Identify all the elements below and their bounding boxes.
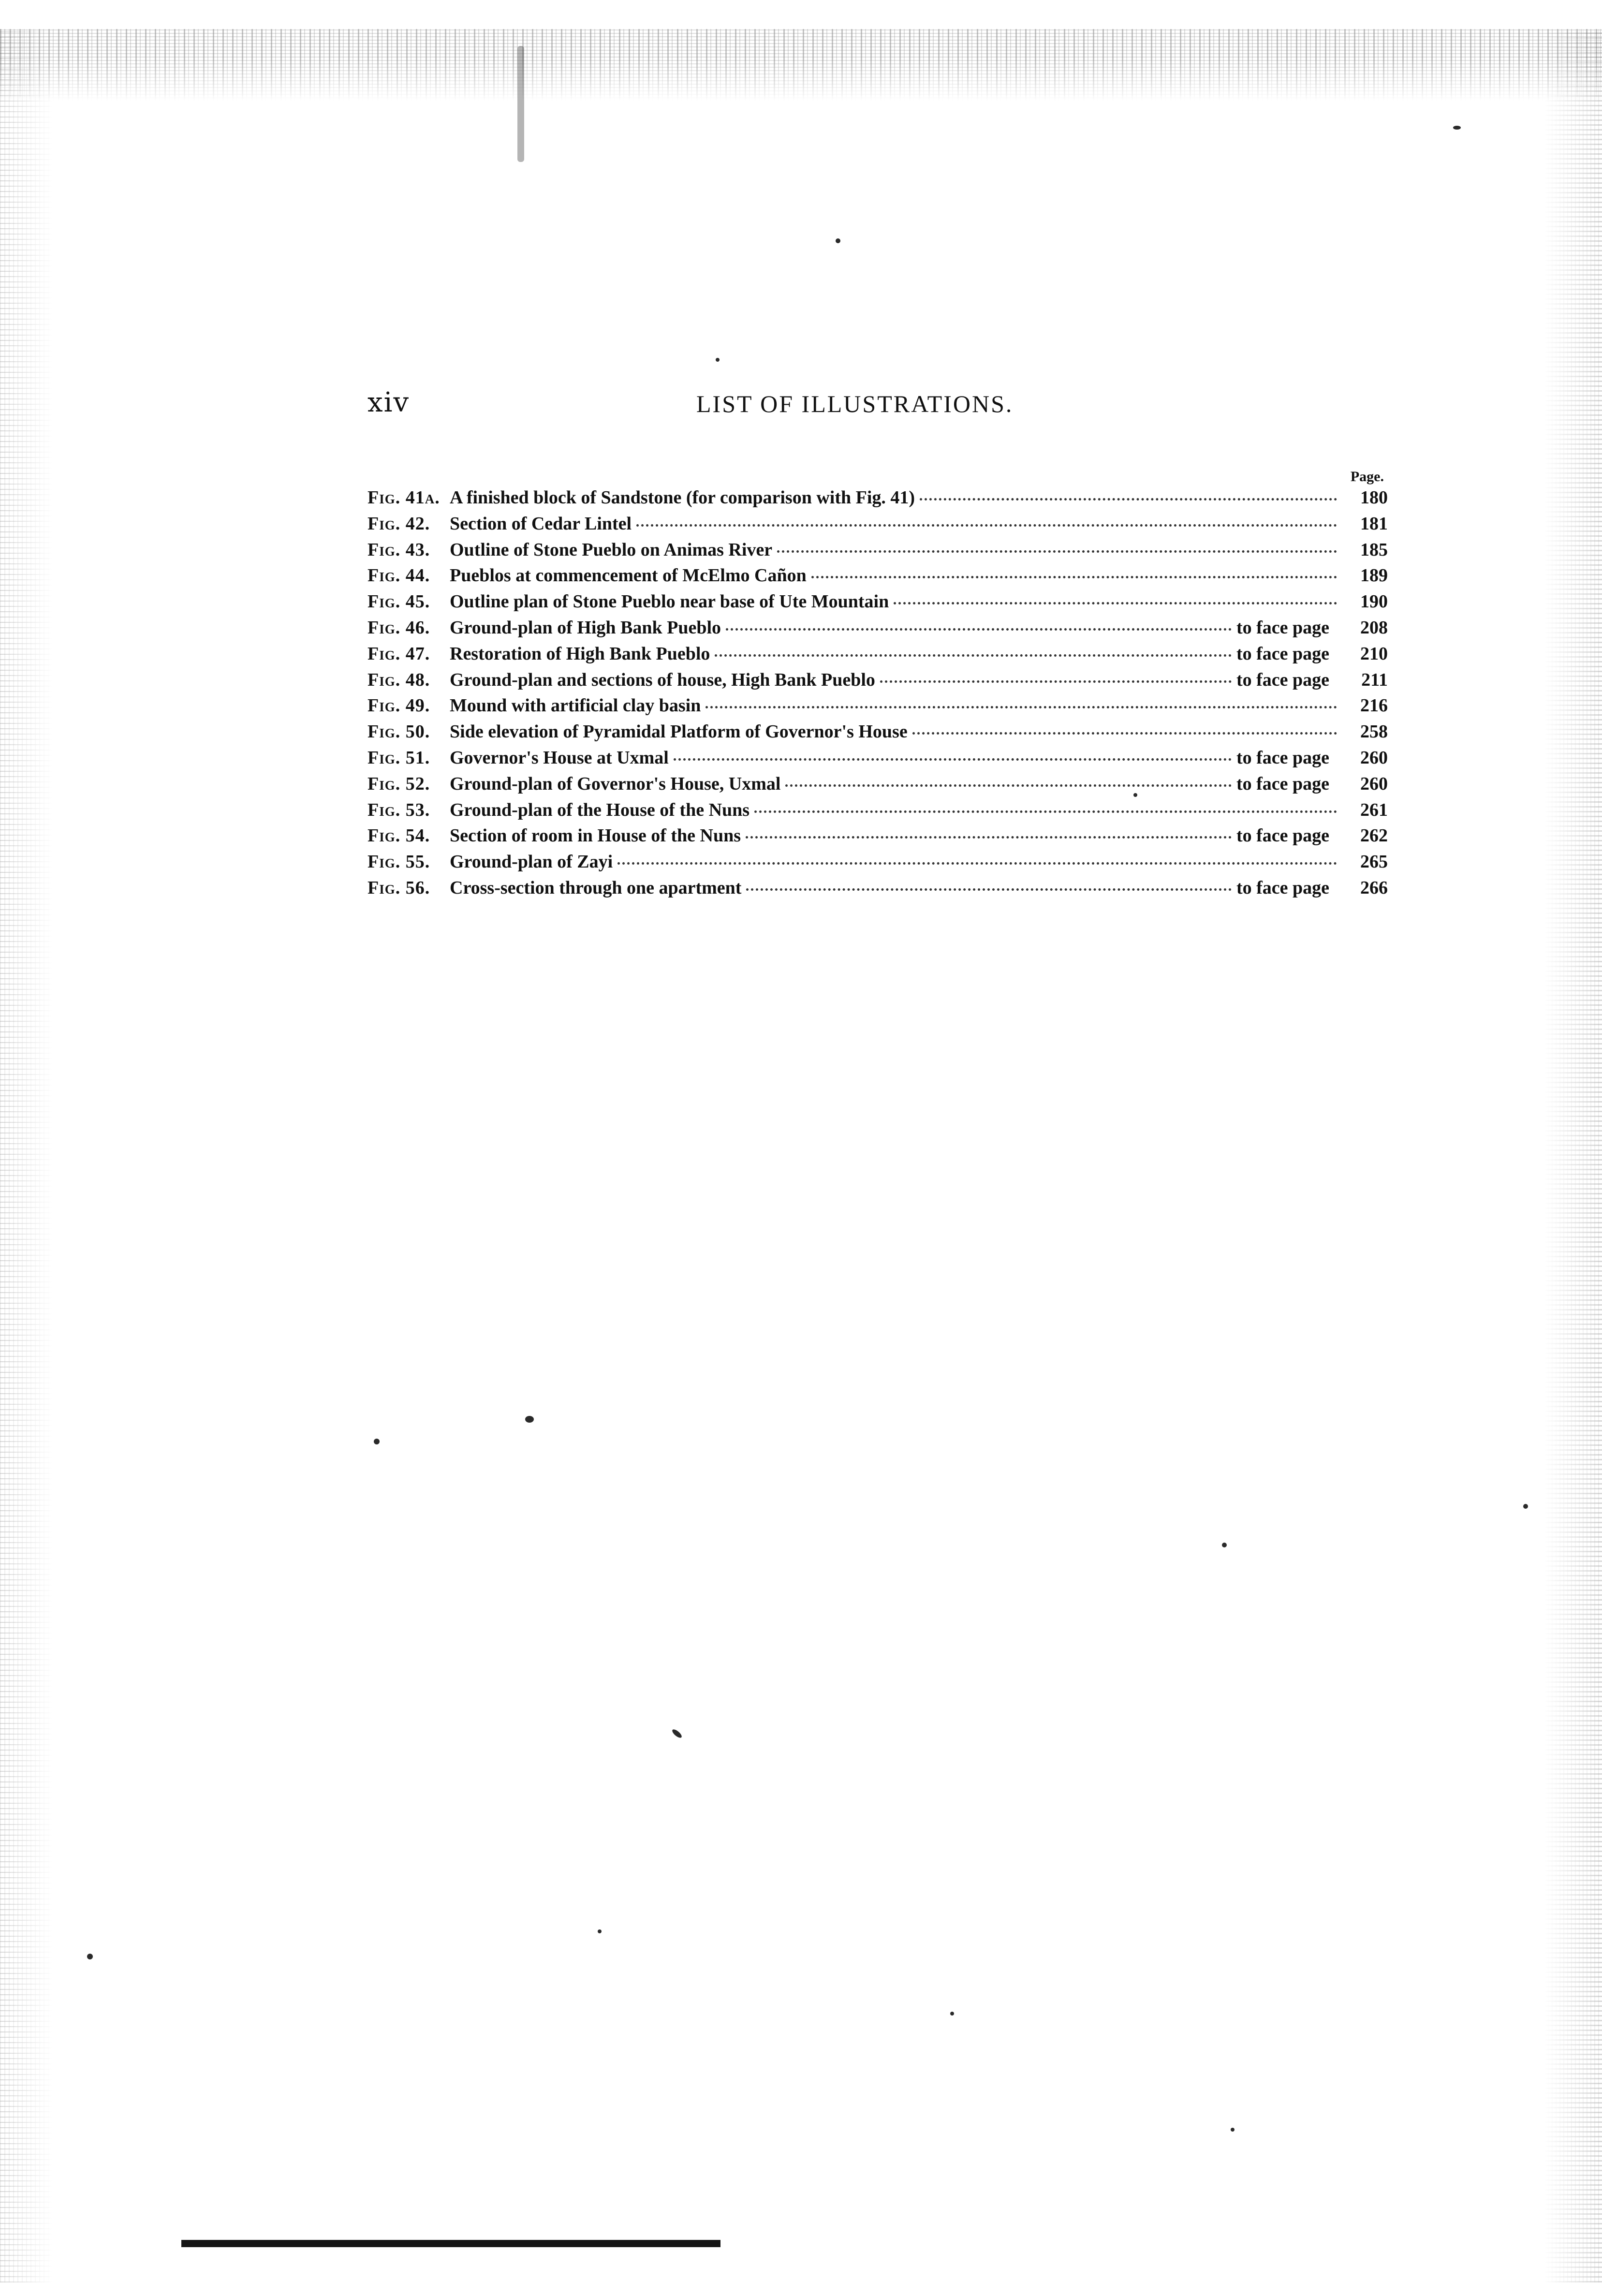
- figure-entry: [367, 695, 1388, 721]
- scan-noise-right: [1544, 29, 1602, 2282]
- figure-label: Fig. 42.: [367, 513, 430, 534]
- figure-entry: [367, 825, 1388, 851]
- figure-label: Fig. 46.: [367, 617, 430, 638]
- figure-title: Ground-plan of Governor's House, Uxmal: [450, 773, 781, 794]
- figure-entry: [367, 617, 1388, 643]
- figure-title: Cross-section through one apartment: [450, 877, 742, 898]
- page-number: 261: [1360, 799, 1388, 820]
- figure-label: Fig. 49.: [367, 695, 430, 716]
- figure-entry: [367, 773, 1388, 799]
- figure-title: Section of Cedar Lintel: [450, 513, 632, 534]
- speck: [517, 46, 524, 162]
- figure-entry: [367, 747, 1388, 773]
- figure-title: Ground-plan of Zayi: [450, 852, 613, 872]
- figure-label: Fig. 47.: [367, 643, 430, 664]
- figure-label: Fig. 43.: [367, 539, 430, 560]
- figure-entry: [367, 513, 1388, 539]
- facing-page-note: to face page: [1236, 877, 1329, 898]
- speck: [716, 358, 720, 362]
- figure-title: Outline of Stone Pueblo on Animas River: [450, 539, 773, 560]
- page-number: 185: [1360, 539, 1388, 560]
- page-number: 258: [1360, 721, 1388, 742]
- dot-leader: [636, 524, 1337, 527]
- speck: [1231, 2128, 1235, 2132]
- dot-leader: [746, 888, 1232, 891]
- figure-entries: [367, 487, 1388, 903]
- scan-noise-top: [0, 29, 1602, 102]
- facing-page-note: to face page: [1236, 617, 1329, 638]
- page-column-header: [367, 467, 1388, 487]
- speck: [836, 238, 840, 243]
- page-number: 180: [1360, 487, 1388, 508]
- dot-leader: [894, 602, 1337, 604]
- bottom-rule: [181, 2240, 720, 2247]
- figure-title: Side elevation of Pyramidal Platform of Governor's House: [450, 721, 908, 742]
- figure-label: Fig. 52.: [367, 773, 430, 794]
- figure-label: Fig. 44.: [367, 565, 430, 586]
- speck: [598, 1929, 602, 1933]
- figure-label: Fig. 48.: [367, 669, 430, 690]
- speck: [87, 1954, 93, 1959]
- speck: [525, 1416, 534, 1423]
- figure-entry: [367, 539, 1388, 565]
- speck: [1222, 1543, 1227, 1547]
- dot-leader: [785, 784, 1232, 787]
- page-number: 190: [1360, 591, 1388, 612]
- figure-title: Ground-plan and sections of house, High Bank Pueblo: [450, 669, 875, 690]
- figure-label: Fig. 56.: [367, 877, 430, 898]
- page-number: 266: [1360, 877, 1388, 898]
- figure-title: Pueblos at commencement of McElmo Cañon: [450, 565, 807, 586]
- figure-label: Fig. 50.: [367, 721, 430, 742]
- page-number: 260: [1360, 773, 1388, 794]
- scan-noise-left: [0, 29, 53, 2282]
- figure-title: Section of room in House of the Nuns: [450, 825, 741, 846]
- page-number: 189: [1360, 565, 1388, 586]
- figure-label: Fig. 55.: [367, 852, 430, 872]
- figure-title: Outline plan of Stone Pueblo near base of Ute Mountain: [450, 591, 889, 612]
- dot-leader: [777, 550, 1337, 553]
- page-folio: xiv: [367, 387, 410, 418]
- figure-entry: [367, 877, 1388, 903]
- figure-entry: [367, 669, 1388, 695]
- page-number: 211: [1361, 669, 1388, 690]
- speck: [1453, 126, 1461, 130]
- page-number: 262: [1360, 825, 1388, 846]
- page-number: 210: [1360, 643, 1388, 664]
- figure-label: Fig. 53.: [367, 799, 430, 820]
- figure-label: Fig. 51.: [367, 747, 430, 768]
- figure-title: Mound with artificial clay basin: [450, 695, 701, 716]
- figure-entry: [367, 721, 1388, 747]
- page-number: 265: [1360, 852, 1388, 872]
- facing-page-note: to face page: [1236, 773, 1329, 794]
- dot-leader: [811, 576, 1337, 578]
- illustrations-list: [367, 467, 1388, 903]
- figure-entry: [367, 643, 1388, 669]
- page-number: 216: [1360, 695, 1388, 716]
- speck: [950, 2012, 954, 2016]
- figure-entry: [367, 851, 1388, 877]
- page-column-label: Page.: [1350, 469, 1384, 485]
- facing-page-note: to face page: [1236, 643, 1329, 664]
- figure-entry: [367, 487, 1388, 513]
- dot-leader: [617, 862, 1337, 865]
- facing-page-note: to face page: [1236, 669, 1329, 690]
- figure-title: Governor's House at Uxmal: [450, 747, 669, 768]
- page-number: 260: [1360, 747, 1388, 768]
- page-number: 208: [1360, 617, 1388, 638]
- figure-label: Fig. 45.: [367, 591, 430, 612]
- figure-title: Ground-plan of the House of the Nuns: [450, 799, 750, 820]
- figure-title: Ground-plan of High Bank Pueblo: [450, 617, 721, 638]
- dot-leader: [726, 628, 1232, 631]
- figure-label: Fig. 41a.: [367, 487, 440, 508]
- page-number: 181: [1360, 513, 1388, 534]
- figure-entry: [367, 799, 1388, 825]
- page-title: LIST OF ILLUSTRATIONS.: [696, 390, 1014, 417]
- speck: [374, 1439, 380, 1444]
- speck: [1523, 1504, 1528, 1509]
- speck: [671, 1728, 683, 1739]
- facing-page-note: to face page: [1236, 747, 1329, 768]
- running-head: [367, 387, 1388, 426]
- dot-leader: [674, 758, 1232, 761]
- dot-leader: [912, 732, 1337, 735]
- dot-leader: [754, 810, 1337, 813]
- figure-title: Restoration of High Bank Pueblo: [450, 643, 710, 664]
- dot-leader: [705, 706, 1337, 708]
- dot-leader: [920, 498, 1337, 500]
- facing-page-note: to face page: [1236, 825, 1329, 846]
- figure-entry: [367, 565, 1388, 591]
- dot-leader: [715, 654, 1232, 657]
- dot-leader: [746, 836, 1232, 839]
- dot-leader: [880, 680, 1232, 683]
- figure-title: A finished block of Sandstone (for comparison with Fig. 41): [450, 487, 915, 508]
- figure-label: Fig. 54.: [367, 825, 430, 846]
- figure-entry: [367, 591, 1388, 617]
